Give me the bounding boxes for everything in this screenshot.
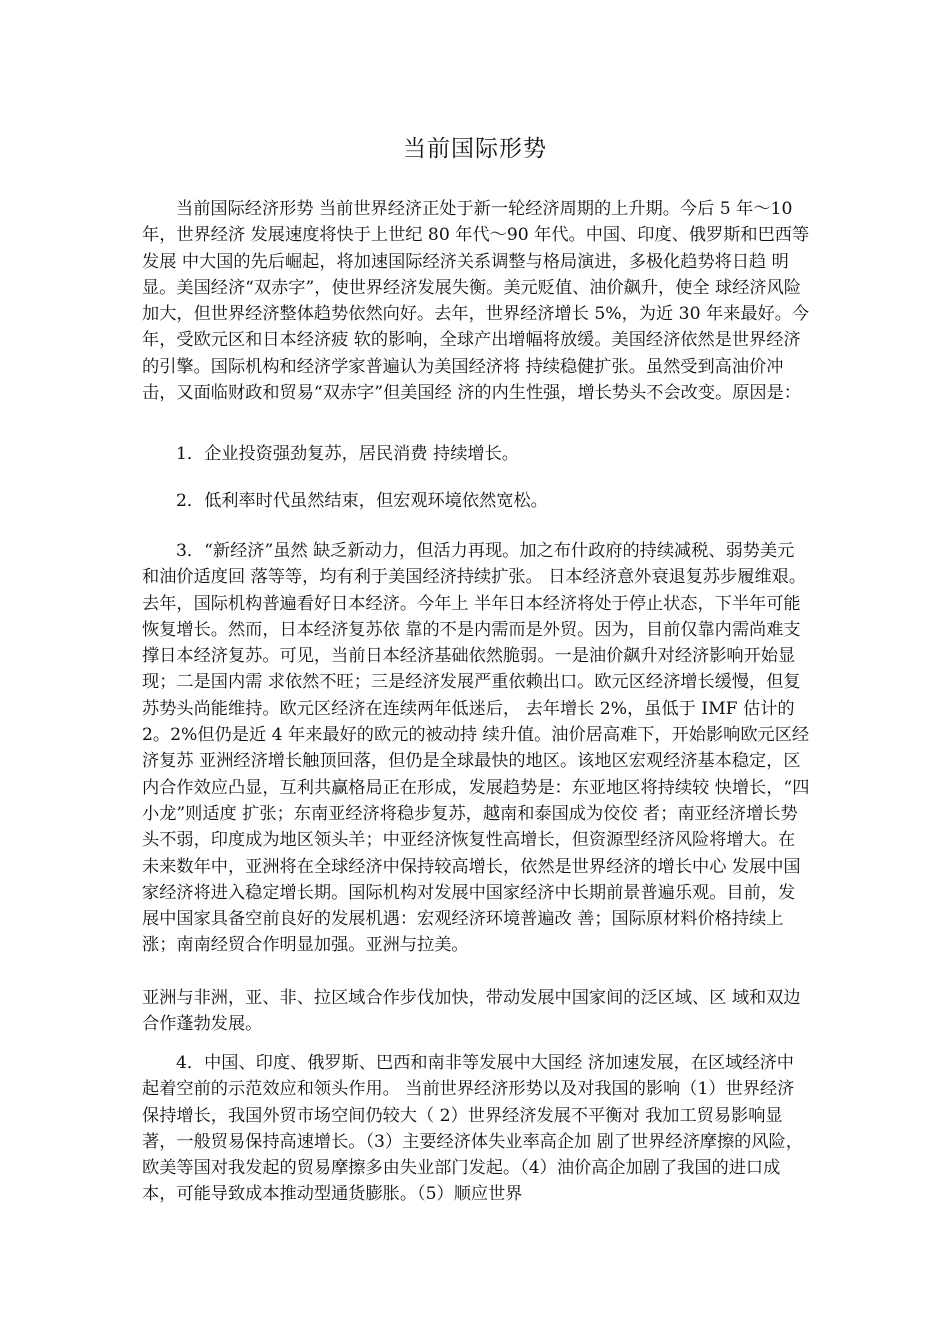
- paragraph-point-1: 1．企业投资强劲复苏，居民消费 持续增长。: [176, 444, 519, 464]
- document-title: 当前国际形势: [403, 136, 547, 162]
- paragraph-intro: 当前国际经济形势 当前世界经济正处于新一轮经济周期的上升期。今后 5 年～10 年，世界经济 发展速度将快于上世纪 80 年代～90 年代。中国、印度、俄罗斯和巴西等发展 中大国的先后崛起，将加速国际经济关系调整与格局演进，多极化趋势将日趋 明显。美国经济“双赤字”，使世界经济发展失衡。美元贬值、油价飙升，使全 球经济风险加大，但世界经济整体趋势依然向好。去年，世界经济增长 5%，为近 30 年来最好。今年，受欧元区和日本经济疲 软的影响，全球产出增幅将放缓。美国经济依然是世界经济的引擎。国际机构和经济学家普遍认为美国经济将 持续稳健扩张。虽然受到高油价冲击，又面临财政和贸易“双赤字”但美国经 济的内生性强，增长势头不会改变。原因是：: [142, 199, 810, 404]
- paragraph-point-4: 4．中国、印度、俄罗斯、巴西和南非等发展中大国经 济加速发展，在区域经济中起着空前的示范效应和领头作用。 当前世界经济形势以及对我国的影响（1）世界经济保持增长，我国外贸市场空间仍较大（ 2）世界经济发展不平衡对 我加工贸易影响显著，一般贸易保持高速增长。（3）主要经济体失业率高企加 剧了世界经济摩擦的风险，欧美等国对我发起的贸易摩擦多由失业部门发起。（4）油价高企加剧了我国的进口成本，可能导致成本推动型通货膨胀。（5）顺应世界: [142, 1053, 803, 1205]
- paragraph-point-3: 3．“新经济”虽然 缺乏新动力，但活力再现。加之布什政府的持续减税、弱势美元和油价适度回 落等等，均有利于美国经济持续扩张。 日本经济意外衰退复苏步履维艰。去年，国际机构普遍看好日本经济。今年上 半年日本经济将处于停止状态，下半年可能恢复增长。然而，日本经济复苏依 靠的不是内需而是外贸。因为，目前仅靠内需尚难支撑日本经济复苏。可见，当前日本经济基础依然脆弱。一是油价飙升对经济影响开始显现；二是国内需 求依然不旺；三是经济发展严重依赖出口。欧元区经济增长缓慢，但复苏势头尚能维持。欧元区经济在连续两年低迷后， 去年增长 2%，虽低于 IMF 估计的 2。2%但仍是近 4 年来最好的欧元的被动持 续升值。油价居高难下，开始影响欧元区经济复苏 亚洲经济增长触顶回落，但仍是全球最快的地区。该地区宏观经济基本稳定，区内合作效应凸显，互利共赢格局正在形成，发展趋势是：东亚地区将持续较 快增长，“四小龙”则适度 扩张；东南亚经济将稳步复苏，越南和泰国成为佼佼 者；南亚经济增长势头不弱，印度成为地区领头羊；中亚经济恢复性高增长，但资源型经济风险将增大。在未来数年中，亚洲将在全球经济中保持较高增长，依然是世界经济的增长中心 发展中国家经济将进入稳定增长期。国际机构对发展中国家经济中长期前景普遍乐观。目前，发展中国家具备空前良好的发展机遇：宏观经济环境普遍改 善；国际原材料价格持续上涨；南南经贸合作明显加强。亚洲与拉美。: [142, 541, 810, 956]
- paragraph-regional-cooperation: 亚洲与非洲，亚、非、拉区域合作步伐加快，带动发展中国家间的泛区域、区 域和双边合作蓬勃发展。: [142, 988, 801, 1035]
- paragraph-point-2: 2．低利率时代虽然结束，但宏观环境依然宽松。: [176, 491, 548, 511]
